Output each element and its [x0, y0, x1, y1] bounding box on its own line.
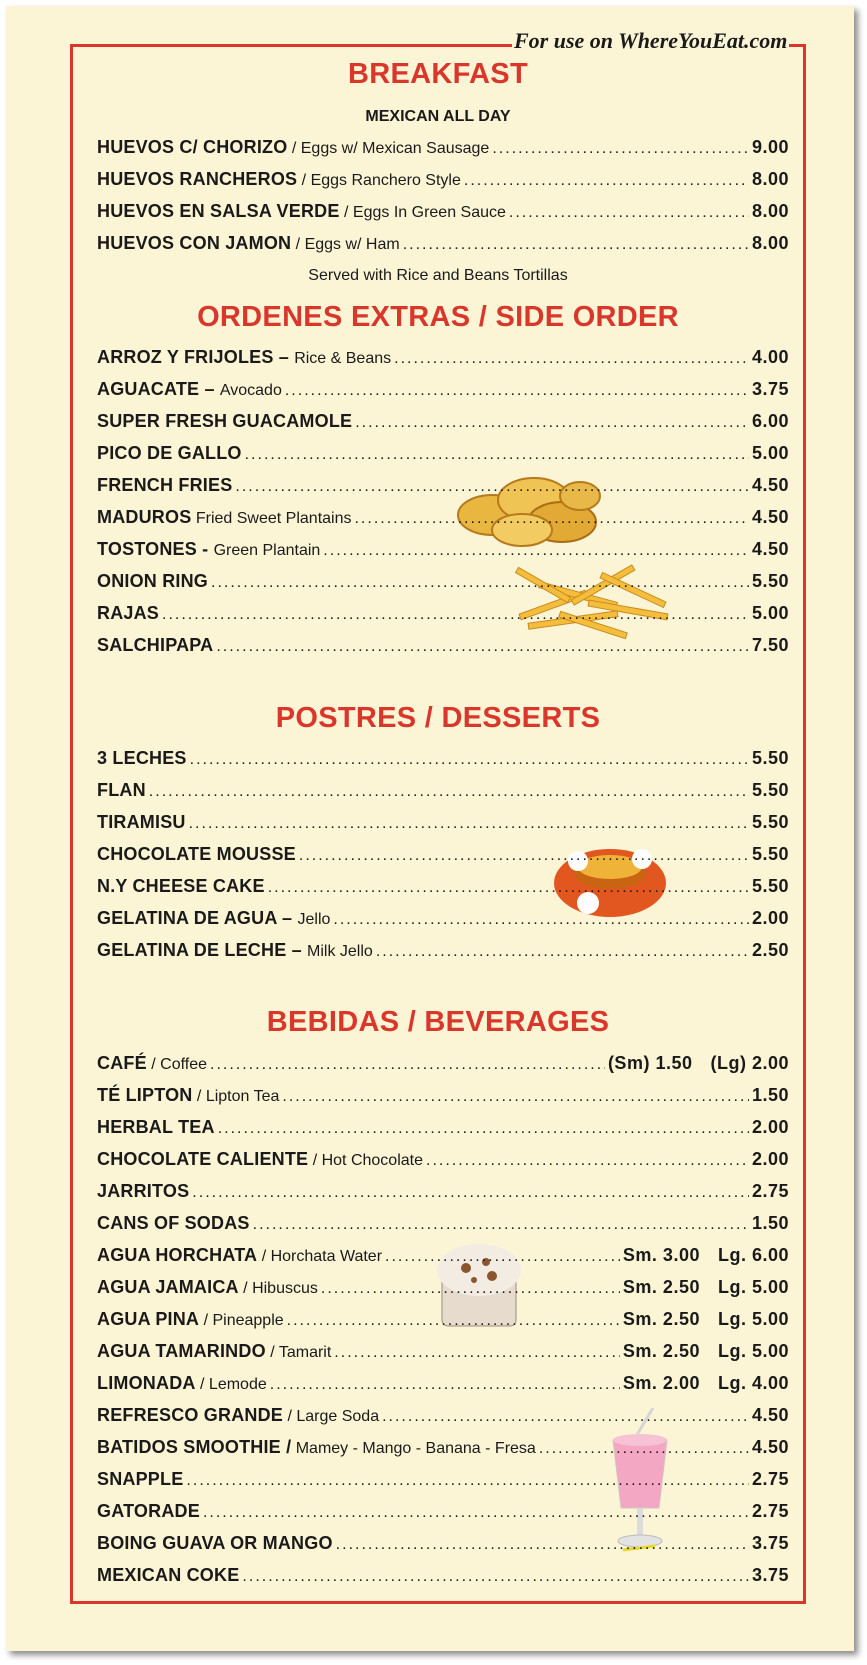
dot-leader: [235, 478, 749, 496]
menu-item-label: [97, 411, 352, 432]
item-name: CAFÉ: [97, 1053, 147, 1073]
item-name: N.Y CHEESE CAKE: [97, 876, 265, 896]
item-price: 1.50: [751, 1085, 789, 1105]
item-price-large: Lg. 5.00: [717, 1341, 789, 1361]
menu-item-label: [97, 1085, 279, 1106]
dot-leader: [190, 751, 749, 769]
menu-item-label: [97, 812, 186, 833]
dot-leader: [189, 815, 749, 833]
dot-leader: [162, 606, 749, 624]
item-price: 5.50: [751, 844, 789, 864]
menu-item-label: [97, 1149, 423, 1170]
item-price: Sm. 2.00: [622, 1373, 700, 1393]
menu-item: [97, 379, 789, 403]
watermark: For use on WhereYouEat.com: [514, 28, 788, 53]
item-name: CHOCOLATE MOUSSE: [97, 844, 296, 864]
menu-item-label: [97, 379, 282, 400]
dot-leader: [403, 236, 749, 254]
menu-item: [97, 443, 789, 467]
dot-leader: [354, 510, 748, 528]
menu-item-label: [97, 876, 265, 897]
item-description: Jello: [297, 911, 331, 928]
menu-item-label: [97, 1437, 536, 1458]
menu-item-label: [97, 908, 330, 929]
item-name: AGUA TAMARINDO: [97, 1341, 266, 1361]
menu-item-label: [97, 1405, 379, 1426]
menu-item: [97, 603, 789, 627]
item-name: HUEVOS RANCHEROS: [97, 169, 298, 189]
sides-heading: ORDENES EXTRAS / SIDE ORDER: [197, 301, 679, 333]
item-price: Sm. 2.50: [622, 1341, 700, 1361]
beverages-heading: BEBIDAS / BEVERAGES: [266, 1006, 610, 1038]
item-price: 6.00: [751, 411, 789, 431]
menu-item-label: [97, 169, 461, 190]
menu-item: [97, 1181, 789, 1205]
item-price: 4.50: [751, 507, 789, 527]
menu-item: [97, 940, 789, 964]
dot-leader: [376, 943, 749, 961]
item-name: BOING GUAVA OR MANGO: [97, 1533, 333, 1553]
menu-item-label: [97, 233, 400, 254]
menu-item-label: [97, 1373, 267, 1394]
menu-item: [97, 844, 789, 868]
item-price: 4.50: [751, 1405, 789, 1425]
item-description: Mamey - Mango - Banana - Fresa: [291, 1440, 536, 1457]
menu-item: [97, 812, 789, 836]
menu-item: [97, 1245, 789, 1269]
item-description: / Coffee: [146, 1056, 207, 1073]
item-name: MEXICAN COKE: [97, 1565, 240, 1585]
menu-item: [97, 347, 789, 371]
item-name: FLAN: [97, 780, 146, 800]
item-name: JARRITOS: [97, 1181, 190, 1201]
item-name: SALCHIPAPA: [97, 635, 214, 655]
dot-leader: [509, 204, 749, 222]
menu-item-label: [97, 1213, 250, 1234]
item-name: CANS OF SODAS: [97, 1213, 250, 1233]
item-name: CHOCOLATE CALIENTE: [97, 1149, 309, 1169]
menu-item-label: [97, 1533, 333, 1554]
item-name: GELATINA DE AGUA –: [97, 908, 298, 928]
item-price: 2.00: [751, 1117, 789, 1137]
item-name: HUEVOS EN SALSA VERDE: [97, 201, 340, 221]
item-name: HUEVOS C/ CHORIZO: [97, 137, 288, 157]
menu-item-label: [97, 1181, 189, 1202]
item-name: RAJAS: [97, 603, 160, 623]
dot-leader: [355, 414, 749, 432]
item-name: LIMONADA: [97, 1373, 196, 1393]
menu-item-label: [97, 635, 213, 656]
item-name: MADUROS: [97, 507, 192, 527]
dot-leader: [186, 1472, 749, 1490]
breakfast-note: Served with Rice and Beans Tortillas: [308, 267, 568, 284]
item-price: 5.50: [751, 571, 789, 591]
menu-item-label: [97, 940, 373, 961]
item-price: 2.75: [751, 1181, 789, 1201]
item-description: / Hot Chocolate: [308, 1152, 423, 1169]
item-name: AGUACATE –: [97, 379, 220, 399]
item-name: 3 LECHES: [97, 748, 187, 768]
menu-item-label: [97, 1309, 284, 1330]
menu-item: [97, 1565, 789, 1589]
item-description: / Pineapple: [199, 1312, 284, 1329]
item-description: / Large Soda: [283, 1408, 380, 1425]
dot-leader: [334, 1344, 620, 1362]
dot-leader: [210, 1056, 605, 1074]
menu-item: [97, 1405, 789, 1429]
menu-item-label: [97, 507, 351, 528]
dot-leader: [287, 1312, 620, 1330]
item-price: Sm. 2.50: [622, 1309, 700, 1329]
menu-item: [97, 780, 789, 804]
menu-item: [97, 1053, 789, 1077]
item-description: / Lemode: [195, 1376, 267, 1393]
item-name: GATORADE: [97, 1501, 200, 1521]
menu-item-label: [97, 475, 232, 496]
dot-leader: [192, 1184, 749, 1202]
item-price: 8.00: [751, 169, 789, 189]
item-description: / Eggs w/ Mexican Sausage: [287, 140, 490, 157]
item-name: GELATINA DE LECHE –: [97, 940, 308, 960]
menu-item: [97, 1117, 789, 1141]
item-price: 4.50: [751, 1437, 789, 1457]
item-price: (Sm) 1.50: [607, 1053, 693, 1073]
item-price: 5.50: [751, 748, 789, 768]
item-price: 8.00: [751, 201, 789, 221]
item-name: PICO DE GALLO: [97, 443, 242, 463]
item-description: Green Plantain: [213, 542, 321, 559]
menu-item: [97, 908, 789, 932]
item-price-large: Lg. 5.00: [717, 1277, 789, 1297]
item-description: / Hibuscus: [238, 1280, 318, 1297]
item-price: Sm. 3.00: [622, 1245, 700, 1265]
menu-item-label: [97, 1053, 207, 1074]
menu-item-label: [97, 844, 296, 865]
dot-leader: [285, 382, 749, 400]
item-description: Avocado: [219, 382, 282, 399]
dot-leader: [282, 1088, 749, 1106]
dot-leader: [394, 350, 749, 368]
item-price: 5.00: [751, 443, 789, 463]
item-description: / Eggs Ranchero Style: [297, 172, 461, 189]
dot-leader: [218, 1120, 749, 1138]
item-name: BATIDOS SMOOTHIE /: [97, 1437, 292, 1457]
item-price: 5.50: [751, 780, 789, 800]
menu-item: [97, 201, 789, 225]
menu-item-label: [97, 539, 320, 560]
item-name: SNAPPLE: [97, 1469, 184, 1489]
menu-item-label: [97, 780, 146, 801]
menu-item-label: [97, 1469, 183, 1490]
item-price: 2.00: [751, 908, 789, 928]
dot-leader: [299, 847, 749, 865]
item-name: ONION RING: [97, 571, 209, 591]
item-description: / Eggs w/ Ham: [291, 236, 400, 253]
menu-item: [97, 1341, 789, 1365]
menu-item-label: [97, 137, 489, 158]
item-price: 5.50: [751, 812, 789, 832]
menu-item: [97, 233, 789, 257]
item-description: / Horchata Water: [257, 1248, 383, 1265]
dot-leader: [149, 783, 749, 801]
menu-item-label: [97, 1341, 331, 1362]
item-name: TOSTONES -: [97, 539, 214, 559]
menu-item-label: [97, 603, 159, 624]
item-name: AGUA HORCHATA: [97, 1245, 258, 1265]
item-price-large: Lg. 6.00: [717, 1245, 789, 1265]
menu-item-label: [97, 1117, 215, 1138]
menu-item: [97, 137, 789, 161]
dot-leader: [539, 1440, 749, 1458]
menu-item-label: [97, 347, 391, 368]
menu-item: [97, 1533, 789, 1557]
breakfast-subtitle: MEXICAN ALL DAY: [365, 108, 511, 125]
item-price: 4.50: [751, 475, 789, 495]
menu-item: [97, 539, 789, 563]
menu-item: [97, 1437, 789, 1461]
item-price: 2.50: [751, 940, 789, 960]
item-name: TÉ LIPTON: [97, 1085, 193, 1105]
menu-item: [97, 748, 789, 772]
menu-item: [97, 635, 789, 659]
dot-leader: [242, 1568, 749, 1586]
dot-leader: [268, 879, 749, 897]
menu-item-label: [97, 571, 208, 592]
dot-leader: [203, 1504, 749, 1522]
menu-item: [97, 1085, 789, 1109]
menu-item: [97, 1501, 789, 1525]
menu-item-label: [97, 748, 187, 769]
item-description: Rice & Beans: [294, 350, 392, 367]
item-description: / Lipton Tea: [192, 1088, 280, 1105]
item-price: Sm. 2.50: [622, 1277, 700, 1297]
item-price: 7.50: [751, 635, 789, 655]
menu-item-label: [97, 443, 242, 464]
item-price: 4.50: [751, 539, 789, 559]
dot-leader: [323, 542, 749, 560]
item-description: / Eggs In Green Sauce: [339, 204, 506, 221]
item-name: SUPER FRESH GUACAMOLE: [97, 411, 353, 431]
menu-item: [97, 1149, 789, 1173]
item-price-large: (Lg) 2.00: [710, 1053, 789, 1073]
item-name: HUEVOS CON JAMON: [97, 233, 292, 253]
item-name: TIRAMISU: [97, 812, 186, 832]
item-name: AGUA JAMAICA: [97, 1277, 239, 1297]
item-name: ARROZ Y FRIJOLES –: [97, 347, 295, 367]
dot-leader: [245, 446, 749, 464]
item-description: Milk Jello: [307, 943, 373, 960]
item-description: / Tamarit: [265, 1344, 332, 1361]
item-price: 4.00: [751, 347, 789, 367]
menu-item: [97, 411, 789, 435]
item-price: 5.50: [751, 876, 789, 896]
menu-item-label: [97, 1565, 239, 1586]
breakfast-heading: BREAKFAST: [348, 58, 528, 90]
item-price: 8.00: [751, 233, 789, 253]
item-price: 2.75: [751, 1469, 789, 1489]
menu-item-label: [97, 1501, 200, 1522]
item-price: 3.75: [751, 379, 789, 399]
item-price-large: Lg. 5.00: [717, 1309, 789, 1329]
menu-item: [97, 1469, 789, 1493]
menu-item: [97, 1213, 789, 1237]
dot-leader: [336, 1536, 749, 1554]
dot-leader: [382, 1408, 749, 1426]
menu-item: [97, 1277, 789, 1301]
item-description: Fried Sweet Plantains: [191, 510, 352, 527]
item-price: 3.75: [751, 1533, 789, 1553]
item-name: FRENCH FRIES: [97, 475, 233, 495]
menu-item: [97, 169, 789, 193]
menu-item: [97, 1373, 789, 1397]
item-price: 1.50: [751, 1213, 789, 1233]
menu-item: [97, 571, 789, 595]
dot-leader: [426, 1152, 749, 1170]
menu-item: [97, 507, 789, 531]
dot-leader: [211, 574, 749, 592]
menu-item: [97, 1309, 789, 1333]
menu-item: [97, 876, 789, 900]
dot-leader: [333, 911, 749, 929]
dot-leader: [253, 1216, 749, 1234]
dot-leader: [385, 1248, 620, 1266]
menu-item-label: [97, 201, 506, 222]
item-price-large: Lg. 4.00: [717, 1373, 789, 1393]
item-price: 2.00: [751, 1149, 789, 1169]
item-price: 5.00: [751, 603, 789, 623]
dot-leader: [492, 140, 749, 158]
menu-item-label: [97, 1245, 382, 1266]
item-price: 9.00: [751, 137, 789, 157]
item-name: AGUA PINA: [97, 1309, 200, 1329]
desserts-heading: POSTRES / DESSERTS: [275, 702, 601, 734]
dot-leader: [321, 1280, 620, 1298]
item-name: REFRESCO GRANDE: [97, 1405, 284, 1425]
item-price: 2.75: [751, 1501, 789, 1521]
dot-leader: [270, 1376, 620, 1394]
dot-leader: [216, 638, 749, 656]
menu-item: [97, 475, 789, 499]
menu-item-label: [97, 1277, 318, 1298]
dot-leader: [464, 172, 749, 190]
item-price: 3.75: [751, 1565, 789, 1585]
item-name: HERBAL TEA: [97, 1117, 215, 1137]
